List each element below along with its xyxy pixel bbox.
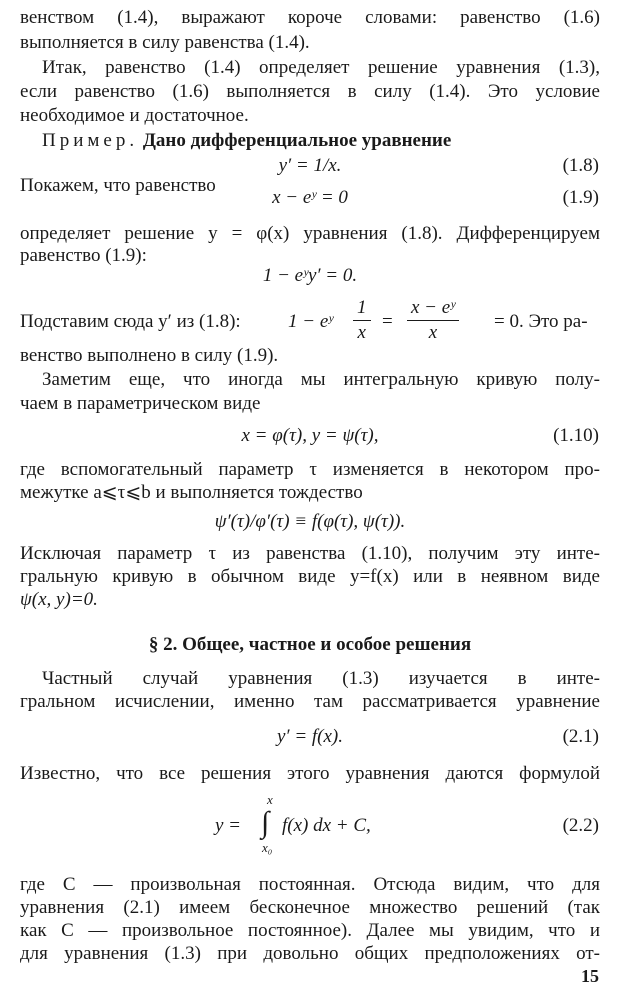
text-line: необходимое и достаточное. [20, 105, 249, 126]
substitution-end: = 0. Это ра- [494, 311, 588, 332]
text-line: Покажем, что равенство [20, 175, 216, 196]
fraction-2: $\frac{\text{x − eʸ}}{x}$ [407, 296, 459, 345]
text-line: Частный случай уравнения (1.3) изучается в инте- [42, 668, 600, 689]
text-line: выполняется в силу равенства (1.4). [20, 32, 310, 53]
integral-lhs: y = [215, 815, 242, 836]
equation-number: (1.8) [562, 155, 599, 176]
text-line: определяет решение y = φ(x) уравнения (1.8). Дифференцируем [20, 223, 600, 244]
equation-1-10: x = φ(τ), y = ψ(τ), [241, 425, 379, 446]
text-line: равенство (1.9): [20, 245, 147, 266]
text-line: гральном исчислении, именно там рассматривается уравнение [20, 691, 600, 712]
page-number: 15 [581, 966, 599, 986]
text-line: где вспомогательный параметр τ изменяется в некотором про- [20, 459, 600, 480]
text-line: как C — произвольное постоянное). Далее мы увидим, что и [20, 920, 600, 941]
equation-number: (1.10) [553, 425, 599, 446]
section-heading: § 2. Общее, частное и особое решения [148, 634, 472, 655]
text-line: Итак, равенство (1.4) определяет решение уравнения (1.3), [42, 57, 600, 78]
integral-lower-limit: x₀ [262, 840, 273, 855]
example-label: Пример. [42, 130, 139, 151]
equation-identity: ψ′(τ)/φ′(τ) ≡ f(φ(τ), ψ(τ)). [214, 511, 406, 532]
equation-1-8: y′ = 1/x. [278, 155, 342, 176]
equation-derivative: 1 − eʸy′ = 0. [262, 265, 358, 286]
text-line: венство выполнено в силу (1.9). [20, 345, 279, 366]
equation-number: (2.1) [562, 726, 599, 747]
text-line: межутке a⩽τ⩽b и выполняется тождество [20, 482, 363, 503]
integral-sign: ∫ [261, 806, 270, 839]
text-line: для уравнения (1.3) при довольно общих предположениях от- [20, 943, 600, 964]
example-line [42, 129, 600, 153]
fraction-1: $\frac{1}{x}$ [353, 296, 371, 345]
equation-number: (1.9) [562, 187, 599, 208]
integral-upper-limit: x [267, 792, 273, 807]
equation-2-1: y′ = f(x). [276, 726, 344, 747]
equation-1-9: x − eʸ = 0 [272, 187, 348, 208]
text-line: если равенство (1.6) выполняется в силу (1.4). Это условие [20, 81, 600, 102]
text-line: Исключая параметр τ из равенства (1.10), получим эту инте- [20, 543, 600, 564]
text-line: Заметим еще, что иногда мы интегральную кривую полу- [42, 369, 600, 390]
equation-2-2 [0, 790, 619, 860]
text-line: уравнения (2.1) имеем бесконечное множество решений (так [20, 897, 600, 918]
text-line: чаем в параметрическом виде [20, 393, 261, 414]
example-text: Дано дифференциальное уравнение [142, 130, 452, 151]
equation-number: (2.2) [562, 815, 599, 836]
integral-rhs: f(x) dx + C, [282, 815, 371, 836]
substitution-text: Подставим сюда y′ из (1.8): [20, 311, 241, 332]
equals-sign: = [382, 311, 393, 332]
substitution-expr: 1 − eʸ [288, 311, 334, 332]
text-line: венством (1.4), выражают короче словами: равенство (1.6) [20, 7, 600, 28]
substitution-line [20, 296, 600, 348]
text-line: гральную кривую в обычном виде y=f(x) или в неявном виде [20, 566, 600, 587]
text-line: где C — произвольная постоянная. Отсюда видим, что для [20, 874, 600, 895]
text-line: Известно, что все решения этого уравнения даются формулой [20, 763, 600, 784]
text-line: ψ(x, y)=0. [20, 589, 98, 610]
